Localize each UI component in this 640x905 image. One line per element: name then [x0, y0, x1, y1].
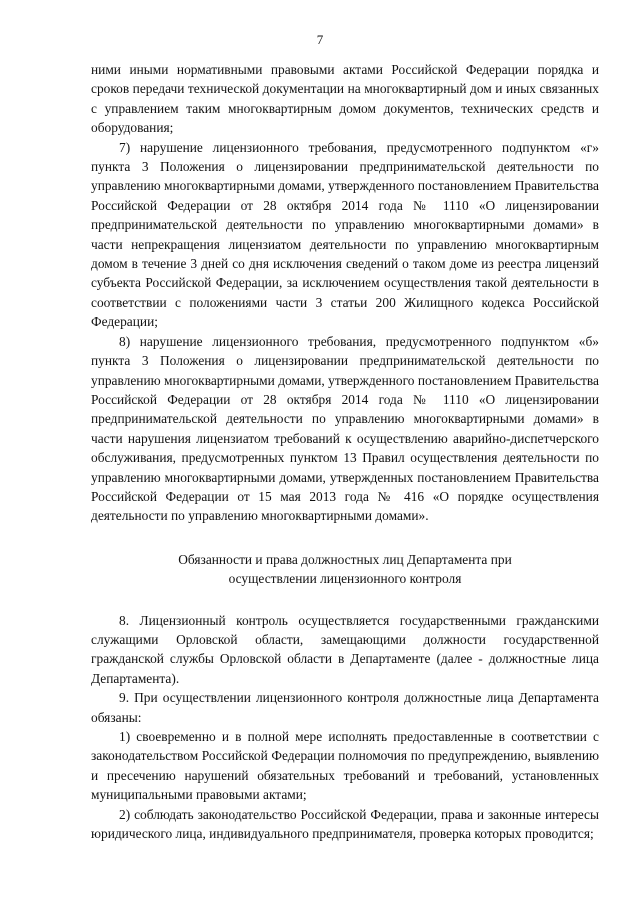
- paragraph-clause-9: 9. При осуществлении лицензионного контроля должностные лица Департамента обязаны:: [91, 690, 599, 725]
- paragraph-item-7: 7) нарушение лицензионного требования, предусмотренного подпунктом «г» пункта 3 Положения о лицензировании предпринимательской деятельности по управлению многоквартирными домами, утвержденного постановлением Правительства Российской Федерации от 28 октября 2014 года № 1110 «О лицензировании предпринимательской деятельности по управлению многоквартирными домами» в части непрекращения лицензиатом деятельности по управлению многоквартирным домом в течение 3 дней со дня исключения сведений о таком доме из реестра лицензий субъекта Российской Федерации, за исключением осуществления такой деятельности в соответствии с положениями части 3 статьи 200 Жилищного кодекса Российской Федерации;: [91, 139, 599, 330]
- paragraph-continuation: ними иными нормативными правовыми актами Российской Федерации порядка и сроков передачи технической документации на многоквартирный дом и иных связанных с управлением таким многоквартирным домом документов, технических средств и оборудования;: [91, 62, 599, 136]
- page-number: 7: [316, 32, 324, 47]
- paragraph-duty-1: 1) своевременно и в полной мере исполнять предоставленные в соответствии с законодательством Российской Федерации полномочия по предупреждению, выявлению и пресечению нарушений обязательных требований и требований, установленных муниципальными правовыми актами;: [91, 729, 599, 803]
- document-body: [91, 60, 599, 843]
- paragraph-clause-8: 8. Лицензионный контроль осуществляется государственными гражданскими служащими Орловской области, замещающими должности государственной гражданской службы Орловской области в Департаменте (далее - должностные лица Департамента).: [91, 612, 599, 686]
- section-heading-line-1: Обязанности и права должностных лиц Департамента при: [178, 551, 512, 567]
- paragraph-duty-2: 2) соблюдать законодательство Российской Федерации, права и законные интересы юридического лица, индивидуального предпринимателя, проверка которых проводится;: [91, 806, 599, 842]
- section-heading: [91, 550, 599, 589]
- section-heading-line-2: осуществлении лицензионного контроля: [228, 571, 462, 587]
- paragraph-item-8: 8) нарушение лицензионного требования, предусмотренного подпунктом «б» пункта 3 Положения о лицензировании предпринимательской деятельности по управлению многоквартирными домами, утвержденного постановлением Правительства Российской Федерации от 28 октября 2014 года № 1110 «О лицензировании предпринимательской деятельности по управлению многоквартирными домами» в части нарушения лицензиатом требований к осуществлению аварийно-диспетчерского обслуживания, предусмотренных пунктом 13 Правил осуществления деятельности по управлению многоквартирными домами, утвержденных постановлением Правительства Российской Федерации от 15 мая 2013 года № 416 «О порядке осуществления деятельности по управлению многоквартирными домами».: [91, 333, 599, 524]
